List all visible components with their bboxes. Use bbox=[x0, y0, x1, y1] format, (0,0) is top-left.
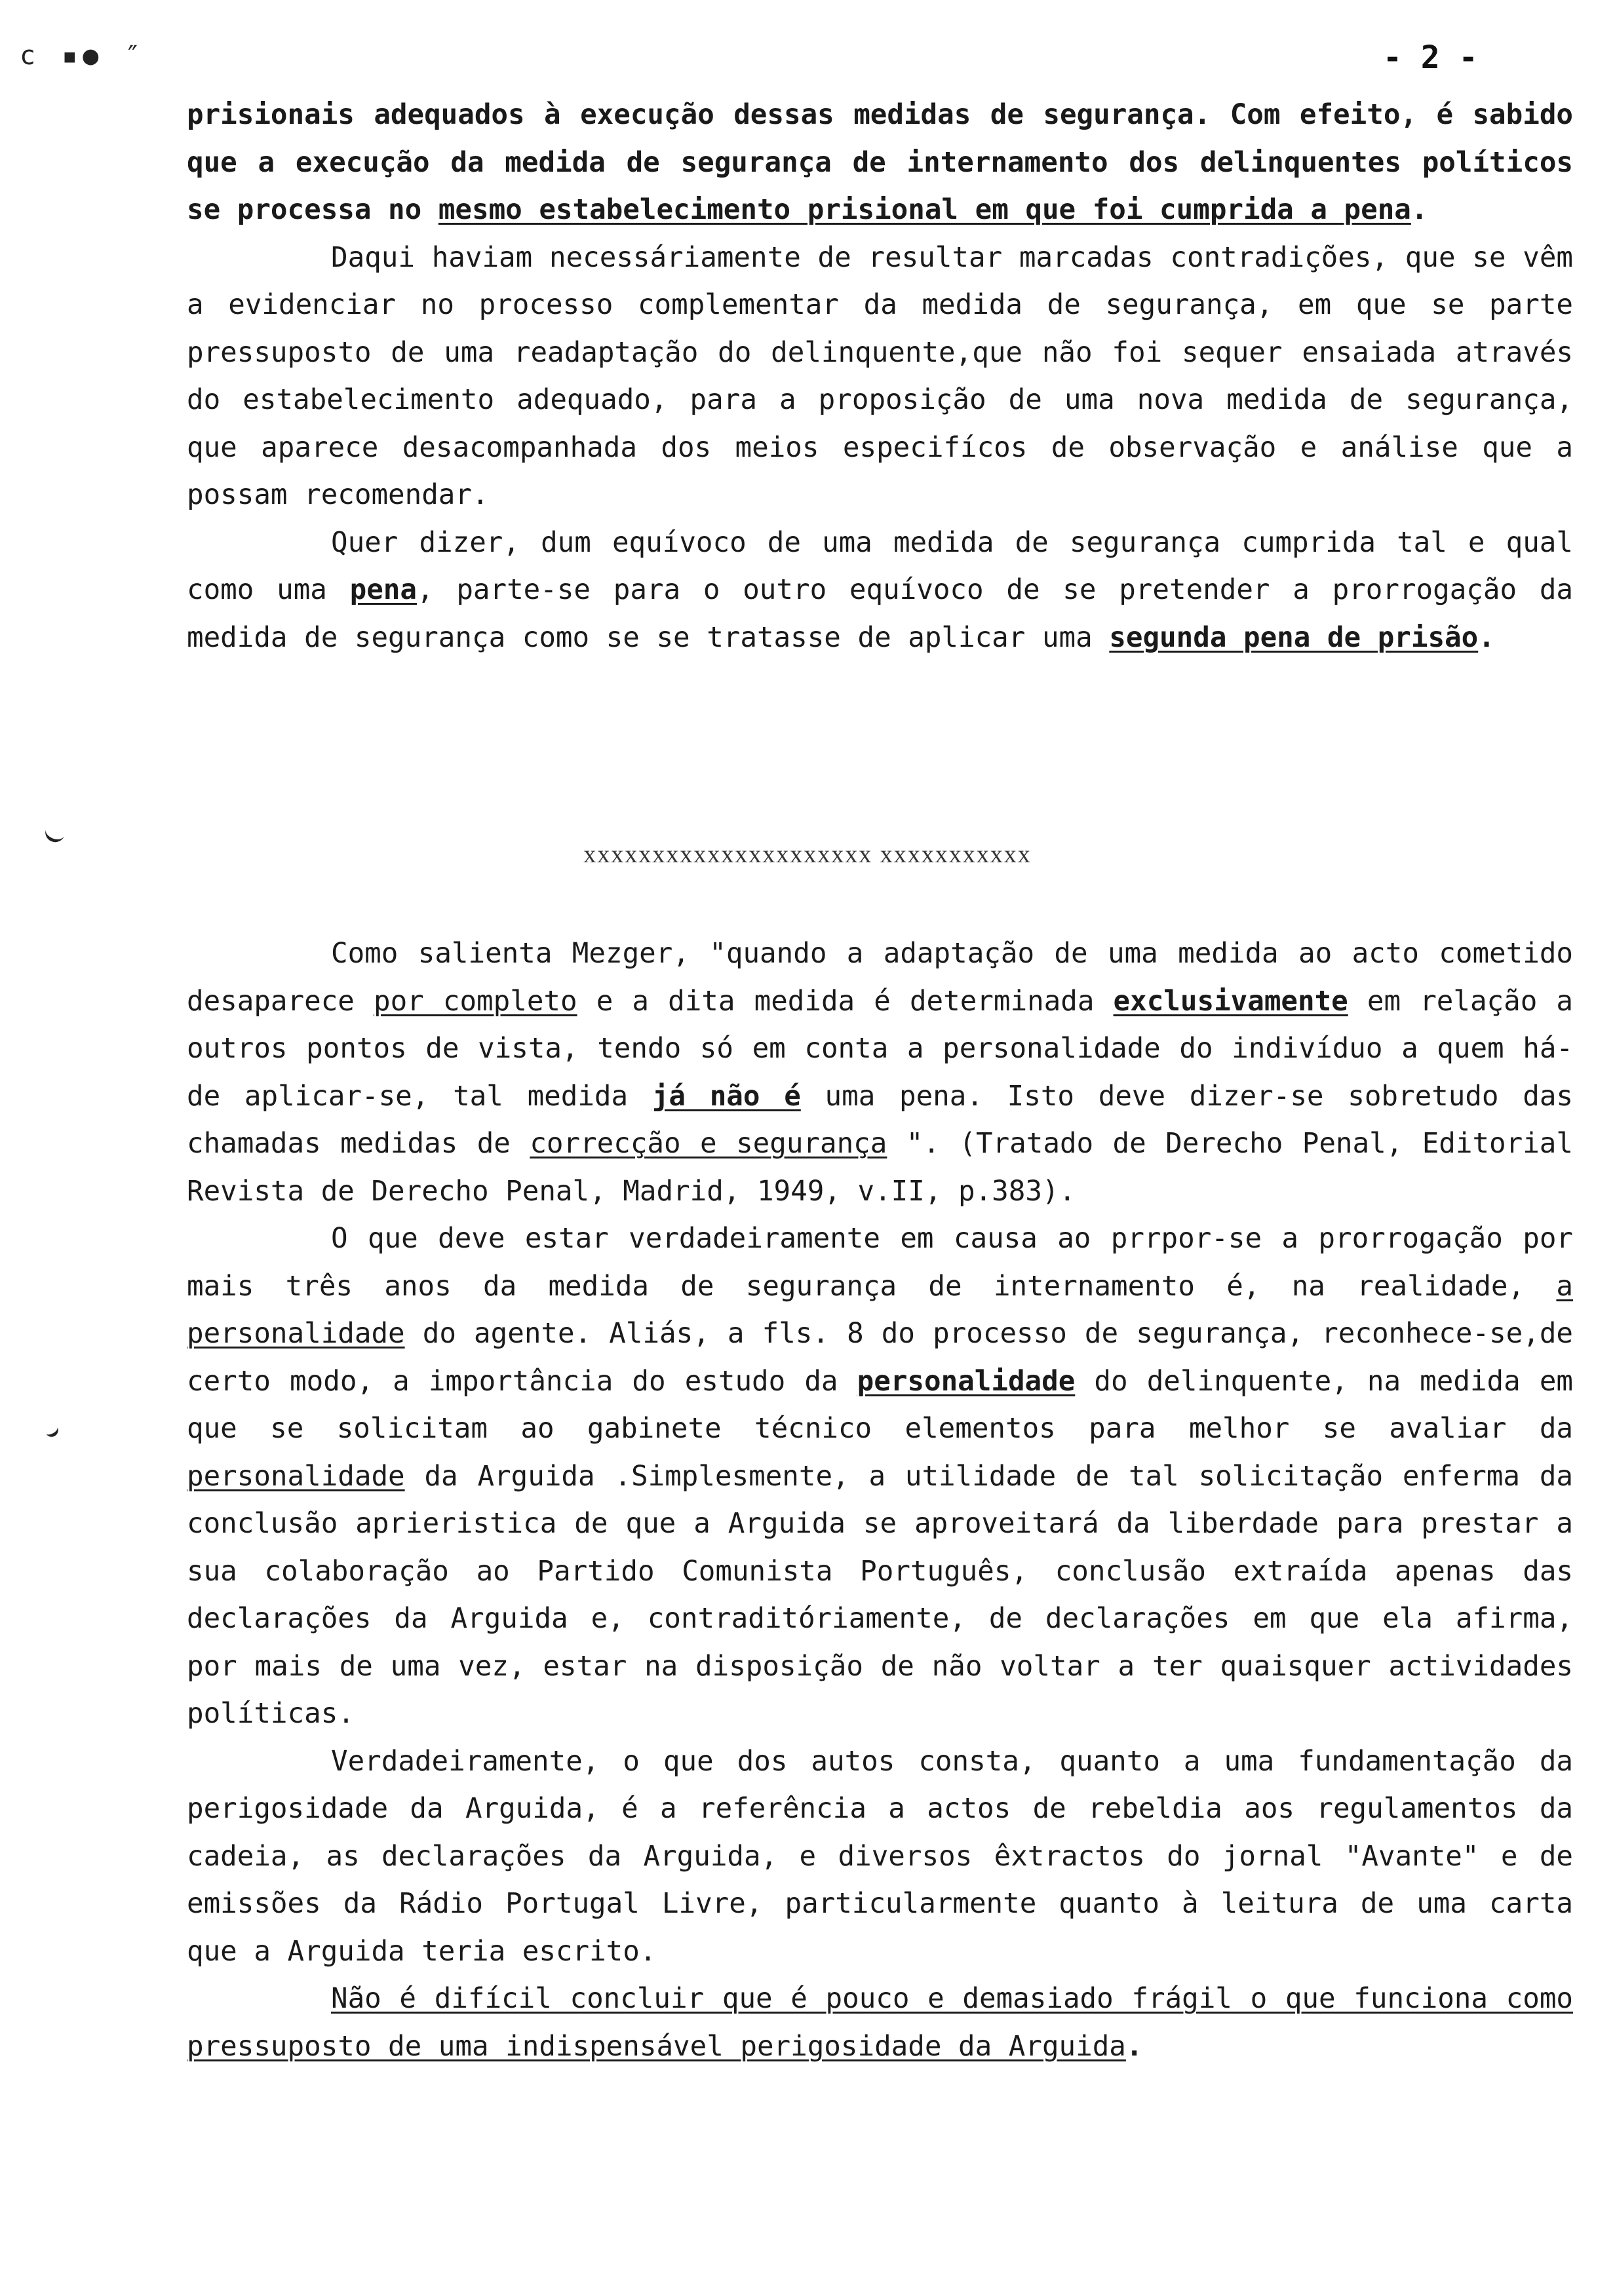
paragraph bbox=[187, 1215, 1573, 1738]
text-run: . bbox=[1125, 2030, 1143, 2063]
text-run: prisionais adequados à execução dessas medidas de segurança. Com efeito, é sabido que a execução da medida de segurança de internamento dos delinquentes políticos se processa no bbox=[187, 99, 1573, 226]
underlined-text: a personalidade bbox=[187, 1270, 1573, 1350]
paragraph bbox=[187, 92, 1573, 235]
text-run: . bbox=[1411, 194, 1428, 226]
underlined-text: correcção e segurança bbox=[530, 1128, 887, 1160]
text-run: Daqui haviam necessáriamente de resultar marcadas contradições, que se vêm a evidenciar no processo complementar da medida de segurança, em que se parte pressuposto de uma readaptação do delinquente,que não foi sequer ensaiada através do estabelecimento adequado, para a proposição de uma nova medida de segurança, que aparece desacompanhada dos meios especifícos de observação e análise que a possam recomendar. bbox=[187, 241, 1573, 511]
margin-mark bbox=[42, 1420, 61, 1440]
text-run: ". (Tratado de Derecho Penal, Editorial Revista de Derecho Penal, Madrid, 1949, v.II, p.383). bbox=[187, 1128, 1573, 1208]
underlined-text: por completo bbox=[374, 985, 577, 1018]
text-run: do delinquente, na medida em que se solicitam ao gabinete técnico elementos para melhor se avaliar da bbox=[187, 1365, 1574, 1445]
text-block-main bbox=[187, 930, 1573, 2071]
text-run: , parte-se para o outro equívoco de se pretender a prorrogação da medida de segurança como se se tratasse de aplicar uma bbox=[187, 574, 1573, 654]
underlined-text: personalidade bbox=[857, 1365, 1076, 1398]
paragraph bbox=[187, 520, 1573, 662]
paragraph bbox=[187, 1738, 1573, 1976]
underlined-text: segunda pena de prisão bbox=[1109, 621, 1479, 654]
corner-marks: c ▪● ″ bbox=[20, 41, 146, 71]
text-run: do agente. Aliás, a fls. 8 do processo de segurança, reconhece-se,de certo modo, a importância do estudo da bbox=[187, 1318, 1573, 1398]
page-number: - 2 - bbox=[1383, 39, 1478, 76]
text-run: em relação a outros pontos de vista, tendo só em conta a personalidade do indivíduo a quem há-de aplicar-se, tal medida bbox=[187, 985, 1574, 1113]
paragraph bbox=[187, 930, 1573, 1215]
underlined-text: Não é difícil concluir que é pouco e demasiado frágil o que funciona como pressuposto de uma indispensável perigosidade da Arguida bbox=[187, 1983, 1573, 2063]
text-run: e a dita medida é determinada bbox=[577, 985, 1114, 1018]
paragraph bbox=[187, 1976, 1573, 2071]
section-separator: xxxxxxxxxxxxxxxxxxxxx xxxxxxxxxxx bbox=[583, 841, 1032, 868]
underlined-text: personalidade bbox=[187, 1460, 405, 1493]
text-run: . bbox=[1478, 621, 1495, 654]
paragraph bbox=[187, 235, 1573, 520]
underlined-text: pena bbox=[349, 574, 417, 606]
underlined-text: mesmo estabelecimento prisional em que foi cumprida a pena bbox=[438, 194, 1411, 226]
text-run: O que deve estar verdadeiramente em causa ao prrpor-se a prorrogação por mais três anos da medida de segurança de internamento é, na realidade, bbox=[187, 1223, 1573, 1303]
text-block-top bbox=[187, 92, 1573, 662]
text-run: Como salienta Mezger, "quando a adaptação de uma medida ao acto cometido desaparece bbox=[187, 938, 1573, 1018]
text-run: Quer dizer, dum equívoco de uma medida de segurança cumprida tal e qual como uma bbox=[187, 526, 1573, 606]
text-run: Verdadeiramente, o que dos autos consta, quanto a uma fundamentação da perigosidade da Arguida, é a referência a actos de rebeldia aos regulamentos da cadeia, as declarações da Arguida, e diversos êxtractos do jornal "Avante" e de emissões da Rádio Portugal Livre, particularmente quanto à leitura de uma carta que a Arguida teria escrito. bbox=[187, 1745, 1573, 1968]
underlined-text: já não é bbox=[652, 1080, 801, 1113]
text-run: da Arguida .Simplesmente, a utilidade de tal solicitação enferma da conclusão aprieristica de que a Arguida se aproveitará da liberdade para prestar a sua colaboração ao Partido Comunista Português, conclusão extraída apenas das declarações da Arguida e, contraditóriamente, de declarações em que ela afirma, por mais de uma vez, estar na disposição de não voltar a ter quaisquer actividades políticas. bbox=[187, 1460, 1573, 1730]
text-run: uma pena. Isto deve dizer-se sobretudo das chamadas medidas de bbox=[187, 1080, 1573, 1160]
underlined-text: exclusivamente bbox=[1113, 985, 1348, 1018]
